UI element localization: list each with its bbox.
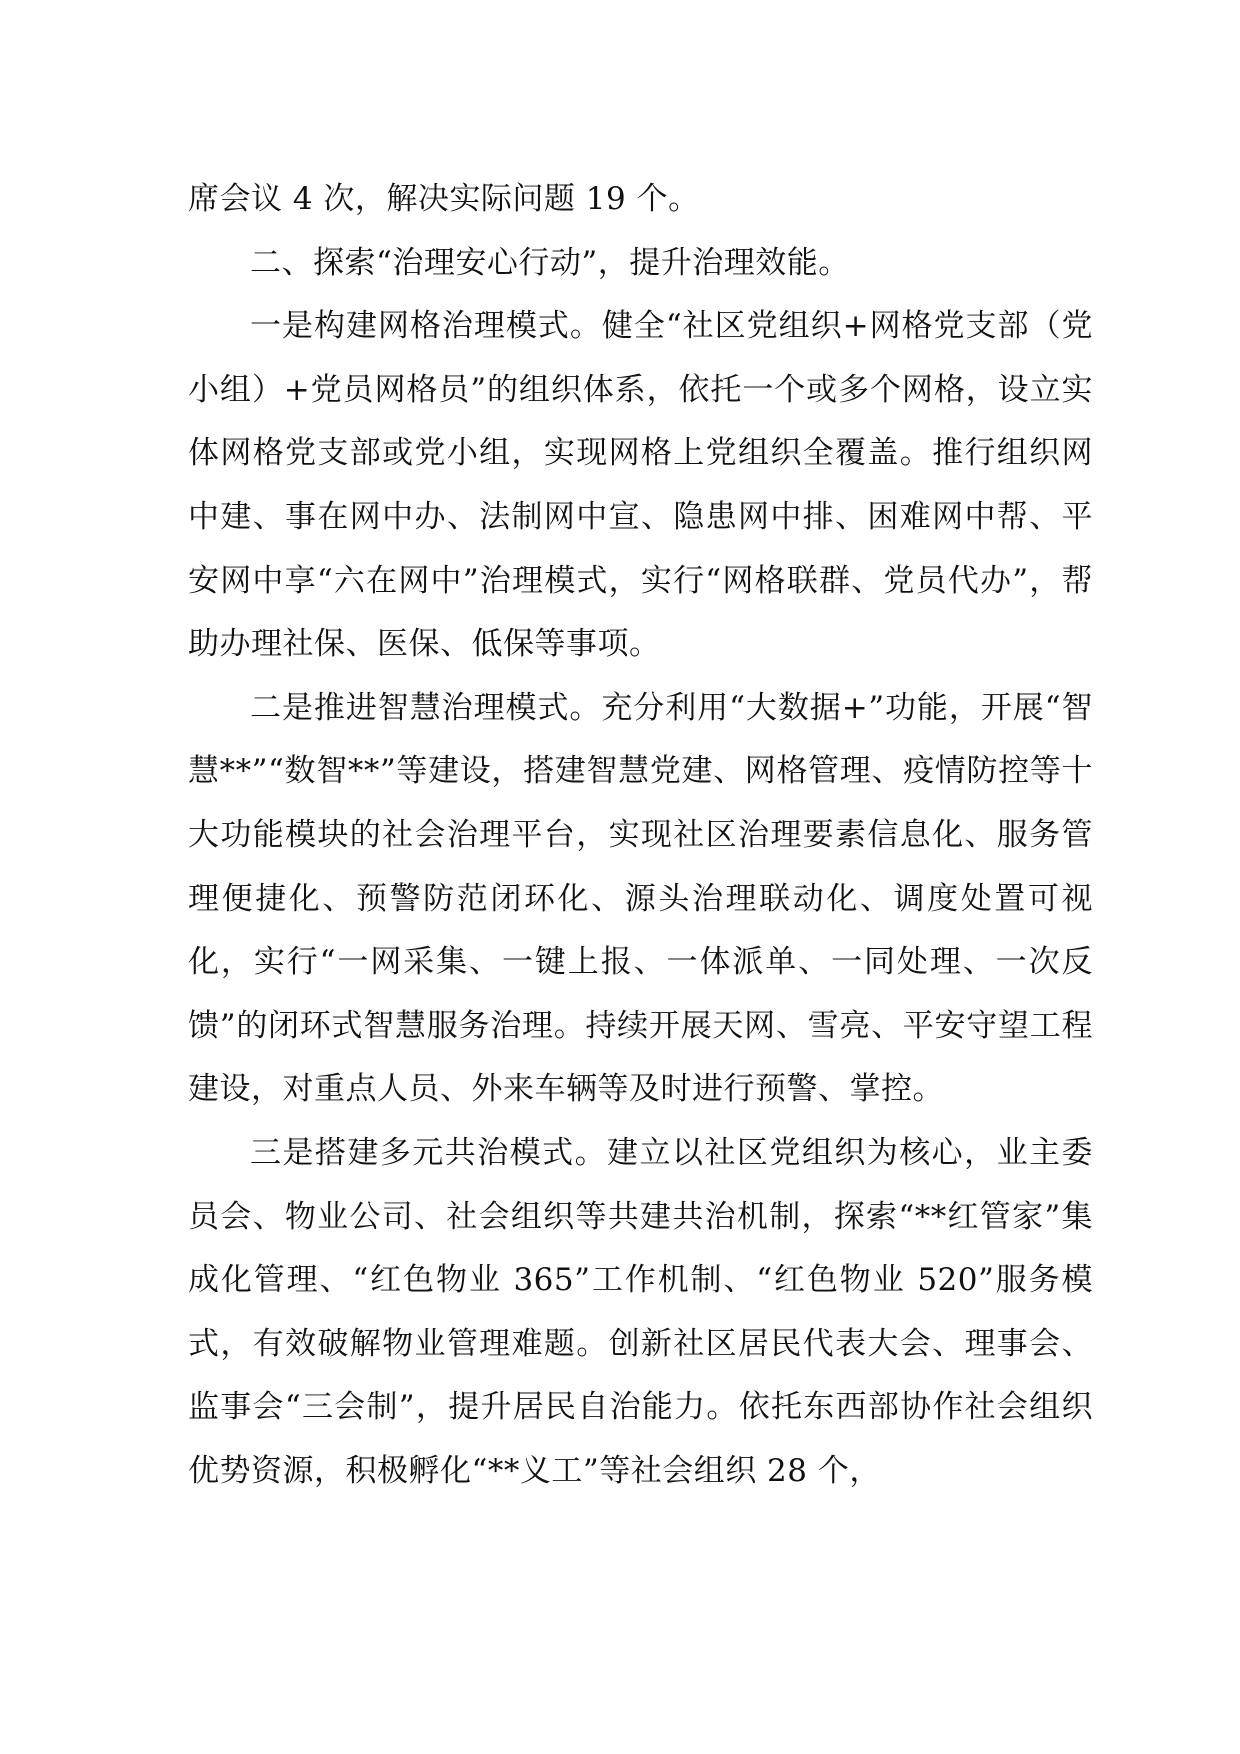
paragraph-smart-governance: 二是推进智慧治理模式。充分利用“大数据+”功能，开展“智慧**”“数智**”等建设，搭建智慧党建、网格管理、疫情防控等十大功能模块的社会治理平台，实现社区治理要素信息化、服务管理便捷化、预警防范闭环化、源头治理联动化、调度处置可视化，实行“一网采集、一键上报、一体派单、一同处理、一次反馈”的闭环式智慧服务治理。持续开展天网、雪亮、平安守望工程建设，对重点人员、外来车辆等及时进行预警、掌控。 <box>188 689 1093 1108</box>
paragraph-grid-governance: 一是构建网格治理模式。健全“社区党组织+网格党支部（党小组）+党员网格员”的组织体系，依托一个或多个网格，设立实体网格党支部或党小组，实现网格上党组织全覆盖。推行组织网中建、事在网中办、法制网中宣、隐患网中排、困难网中帮、平安网中享“六在网中”治理模式，实行“网格联群、党员代办”，帮助办理社保、医保、低保等事项。 <box>188 308 1093 663</box>
paragraph-co-governance: 三是搭建多元共治模式。建立以社区党组织为核心，业主委员会、物业公司、社会组织等共建共治机制，探索“**红管家”集成化管理、“红色物业 365”工作机制、“红色物业 520”服务模式，有效破解物业管理难题。创新社区居民代表大会、理事会、监事会“三会制”，提升居民自治能力。依托东西部协作社会组织优势资源，积极孵化“**义工”等社会组织 28 个， <box>188 1134 1093 1489</box>
section-heading: 二、探索“治理安心行动”，提升治理效能。 <box>250 244 850 281</box>
paragraph-continuation: 席会议 4 次，解决实际问题 19 个。 <box>188 181 700 217</box>
document-page <box>188 168 1093 1503</box>
